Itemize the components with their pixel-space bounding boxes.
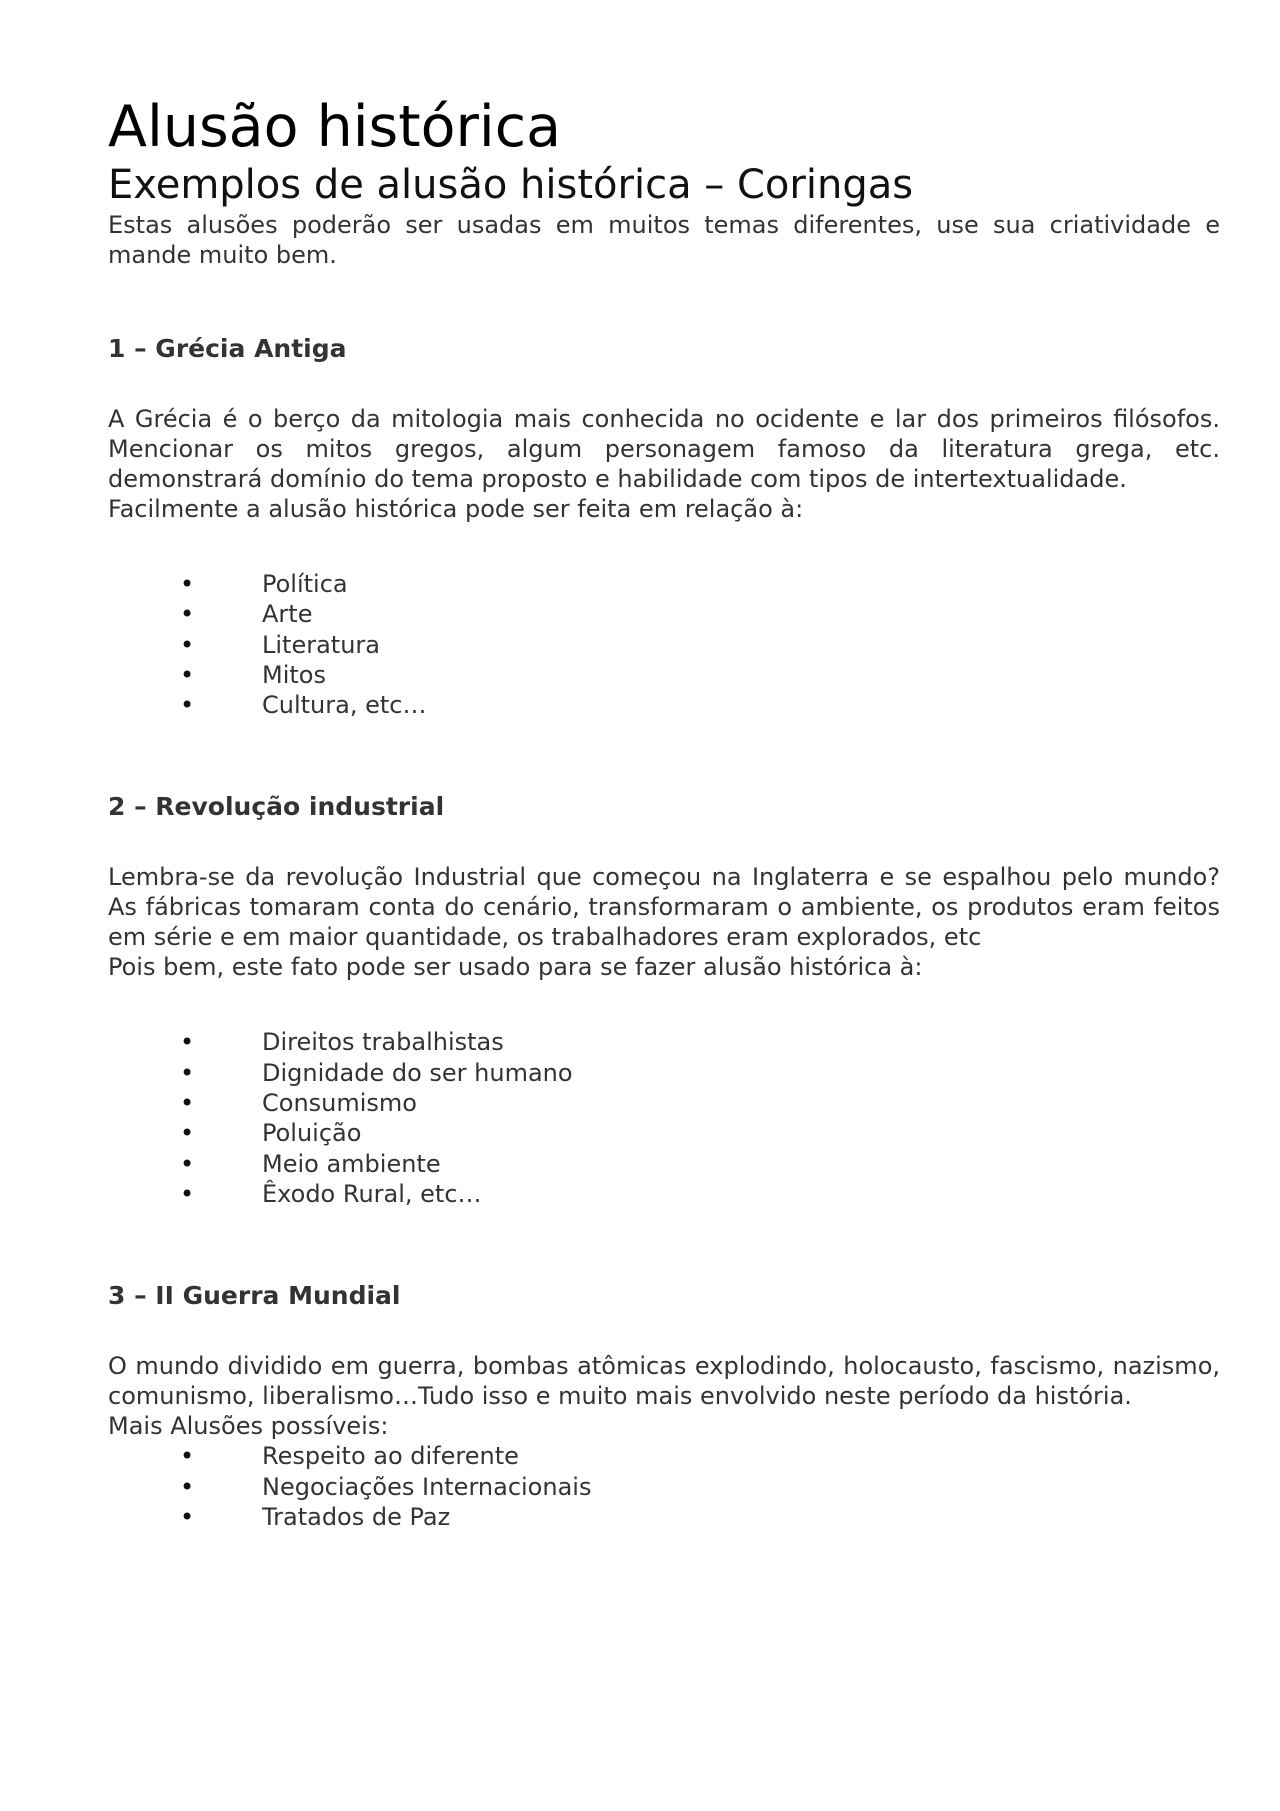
bullet-icon: • bbox=[180, 1442, 195, 1471]
list-item bbox=[108, 1179, 1220, 1209]
bullet-icon: • bbox=[180, 1149, 195, 1178]
section-industrial-revolution bbox=[108, 792, 1220, 1209]
list-item bbox=[108, 1027, 1220, 1057]
list-item-label: Respeito ao diferente bbox=[262, 1442, 519, 1471]
bullet-icon: • bbox=[180, 1058, 195, 1087]
section-paragraph: A Grécia é o berço da mitologia mais conhecida no ocidente e lar dos primeiros filósofos. Mencionar os mitos gregos, algum personagem famoso da literatura grega, etc. demonstrará domínio do tema proposto e habilidade com tipos de intertextualidade. bbox=[108, 405, 1220, 493]
document-subtitle: Exemplos de alusão histórica – Coringas bbox=[108, 162, 914, 208]
list-item-label: Êxodo Rural, etc… bbox=[262, 1179, 482, 1208]
bullet-icon: • bbox=[180, 630, 195, 659]
intro-paragraph: Estas alusões poderão ser usadas em muitos temas diferentes, use sua criatividade e mande muito bem. bbox=[108, 211, 1220, 269]
list-item-label: Consumismo bbox=[262, 1089, 417, 1118]
bullet-icon: • bbox=[180, 660, 195, 689]
list-item-label: Direitos trabalhistas bbox=[262, 1028, 504, 1057]
list-item bbox=[108, 1502, 1220, 1532]
bullet-list bbox=[108, 569, 1220, 720]
list-item bbox=[108, 660, 1220, 690]
section-paragraph: O mundo dividido em guerra, bombas atômicas explodindo, holocausto, fascismo, nazismo, comunismo, liberalismo…Tudo isso e muito mais envolvido neste período da história. bbox=[108, 1352, 1220, 1411]
list-item bbox=[108, 569, 1220, 599]
list-item bbox=[108, 1088, 1220, 1118]
bullet-icon: • bbox=[180, 1119, 195, 1148]
bullet-icon: • bbox=[180, 1089, 195, 1118]
list-item bbox=[108, 1118, 1220, 1148]
bullet-icon: • bbox=[180, 1472, 195, 1501]
bullet-list bbox=[108, 1441, 1220, 1532]
section-world-war-two bbox=[108, 1281, 1220, 1532]
list-item-label: Poluição bbox=[262, 1119, 362, 1148]
document-page bbox=[108, 92, 1220, 1532]
list-item bbox=[108, 1441, 1220, 1471]
list-item bbox=[108, 1058, 1220, 1088]
bullet-icon: • bbox=[180, 1502, 195, 1531]
list-item-label: Negociações Internacionais bbox=[262, 1472, 592, 1501]
list-item-label: Política bbox=[262, 570, 348, 598]
list-item-label: Tratados de Paz bbox=[262, 1502, 451, 1531]
list-item bbox=[108, 1149, 1220, 1179]
section-lead: Facilmente a alusão histórica pode ser feita em relação à: bbox=[108, 495, 804, 523]
bullet-icon: • bbox=[180, 1179, 195, 1208]
list-item bbox=[108, 630, 1220, 660]
bullet-icon: • bbox=[180, 600, 195, 629]
bullet-icon: • bbox=[180, 570, 195, 598]
bullet-icon: • bbox=[180, 1028, 195, 1057]
section-heading: 2 – Revolução industrial bbox=[108, 792, 445, 822]
bullet-icon: • bbox=[180, 691, 195, 720]
list-item-label: Cultura, etc… bbox=[262, 691, 427, 720]
section-lead: Mais Alusões possíveis: bbox=[108, 1412, 389, 1441]
list-item bbox=[108, 1472, 1220, 1502]
list-item-label: Literatura bbox=[262, 630, 380, 659]
section-paragraph: Lembra-se da revolução Industrial que começou na Inglaterra e se espalhou pelo mundo? As fábricas tomaram conta do cenário, transformaram o ambiente, os produtos eram feitos em série e em maior quantidade, os trabalhadores eram explorados, etc bbox=[108, 863, 1220, 952]
section-heading: 1 – Grécia Antiga bbox=[108, 334, 347, 363]
document-title: Alusão histórica bbox=[108, 94, 561, 160]
section-heading: 3 – II Guerra Mundial bbox=[108, 1281, 401, 1311]
section-lead: Pois bem, este fato pode ser usado para se fazer alusão histórica à: bbox=[108, 953, 923, 982]
list-item-label: Meio ambiente bbox=[262, 1149, 441, 1178]
list-item-label: Mitos bbox=[262, 660, 326, 689]
bullet-list bbox=[108, 1027, 1220, 1209]
list-item bbox=[108, 599, 1220, 629]
section-greece bbox=[108, 334, 1220, 720]
list-item bbox=[108, 690, 1220, 720]
list-item-label: Dignidade do ser humano bbox=[262, 1058, 573, 1087]
list-item-label: Arte bbox=[262, 600, 313, 629]
